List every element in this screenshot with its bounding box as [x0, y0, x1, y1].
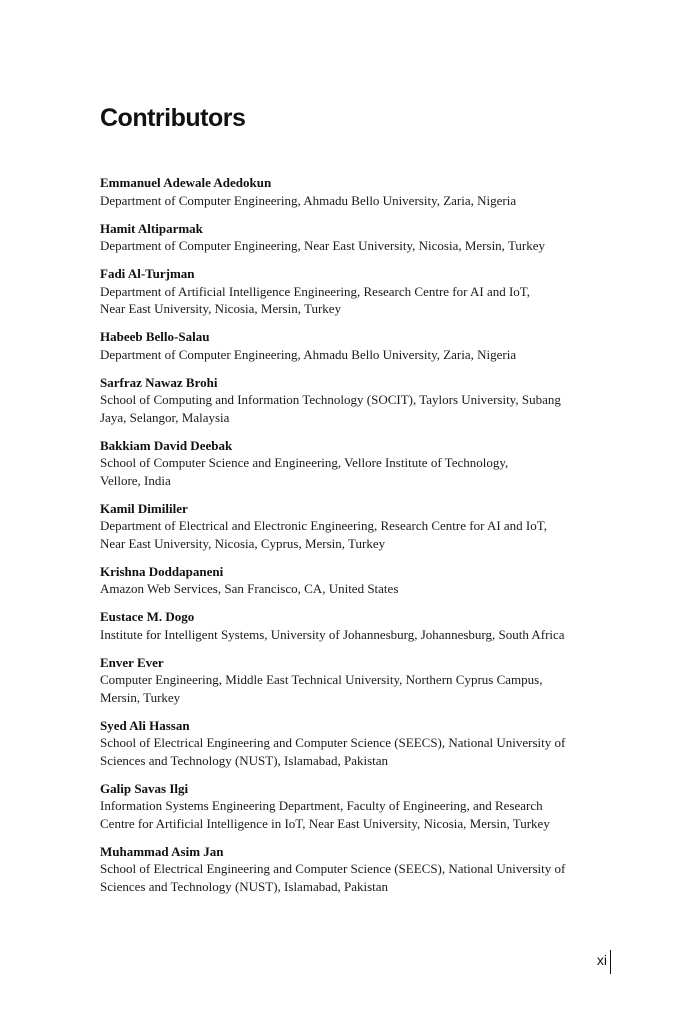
contributor-name: Habeeb Bello-Salau [100, 329, 210, 344]
contributor-affiliation: School of Electrical Engineering and Computer Science (SEECS), National University of Sciences and Technology (NUST), Islamabad, Pakistan [100, 735, 566, 768]
contributor-affiliation: Department of Computer Engineering, Ahmadu Bello University, Zaria, Nigeria [100, 346, 517, 362]
contributor-affiliation: School of Electrical Engineering and Computer Science (SEECS), National University of Sciences and Technology (NUST), Islamabad, Pakistan [100, 861, 566, 894]
contributor-affiliation: Department of Artificial Intelligence Engineering, Research Centre for AI and IoT, Near East University, Nicosia, Mersin, Turkey [100, 283, 531, 316]
contributor-name: Bakkiam David Deebak [100, 437, 233, 453]
contributor-entry [100, 500, 612, 553]
contributor-name: Enver Ever [100, 654, 164, 670]
contributor-name: Muhammad Asim Jan [100, 843, 224, 859]
contributor-name: Kamil Dimililer [100, 500, 188, 516]
contributor-affiliation: Institute for Intelligent Systems, University of Johannesburg, Johannesburg, South Africa [100, 626, 565, 642]
contributor-affiliation: Department of Computer Engineering, Ahmadu Bello University, Zaria, Nigeria [100, 192, 517, 208]
contributor-name: Eustace M. Dogo [100, 609, 195, 624]
contributor-entry [100, 265, 612, 318]
contributor-entry [100, 717, 612, 770]
contributor-affiliation: Computer Engineering, Middle East Technical University, Northern Cyprus Campus, Mersin, Turkey [100, 672, 543, 705]
contributor-name: Galip Savas Ilgi [100, 780, 189, 796]
contributor-entry [100, 563, 612, 598]
contributor-entry [100, 608, 612, 643]
contributor-entry [100, 220, 612, 255]
contributor-name: Krishna Doddapaneni [100, 563, 224, 579]
contributor-affiliation: School of Computing and Information Technology (SOCIT), Taylors University, Subang Jaya, Selangor, Malaysia [100, 392, 561, 425]
contributor-affiliation: Department of Computer Engineering, Near East University, Nicosia, Mersin, Turkey [100, 238, 546, 253]
contributor-entry [100, 328, 612, 363]
contributor-name: Hamit Altiparmak [100, 220, 203, 236]
contributor-affiliation: Information Systems Engineering Department, Faculty of Engineering, and Research Centre for Artificial Intelligence in IoT, Near East University, Nicosia, Mersin, Turkey [100, 798, 550, 831]
page-number: xi [596, 952, 607, 968]
contributor-entry [100, 374, 612, 427]
contributor-entry [100, 843, 612, 896]
page-title: Contributors [100, 104, 246, 132]
contributor-affiliation: School of Computer Science and Engineering, Vellore Institute of Technology, Vellore, India [100, 455, 509, 488]
contributor-name: Fadi Al-Turjman [100, 266, 195, 281]
contributors-list [100, 174, 612, 906]
contributor-name: Sarfraz Nawaz Brohi [100, 374, 218, 390]
contributor-entry [100, 174, 612, 209]
contributor-name: Emmanuel Adewale Adedokun [100, 175, 272, 190]
contributor-affiliation: Amazon Web Services, San Francisco, CA, United States [100, 581, 399, 596]
contributor-entry [100, 780, 612, 833]
contributor-affiliation: Department of Electrical and Electronic Engineering, Research Centre for AI and IoT, Near East University, Nicosia, Cyprus, Mersin, Turkey [100, 518, 547, 551]
contributor-entry [100, 437, 612, 490]
contributor-name: Syed Ali Hassan [100, 717, 190, 733]
contributor-entry [100, 654, 612, 707]
page-number-rule [610, 950, 611, 974]
